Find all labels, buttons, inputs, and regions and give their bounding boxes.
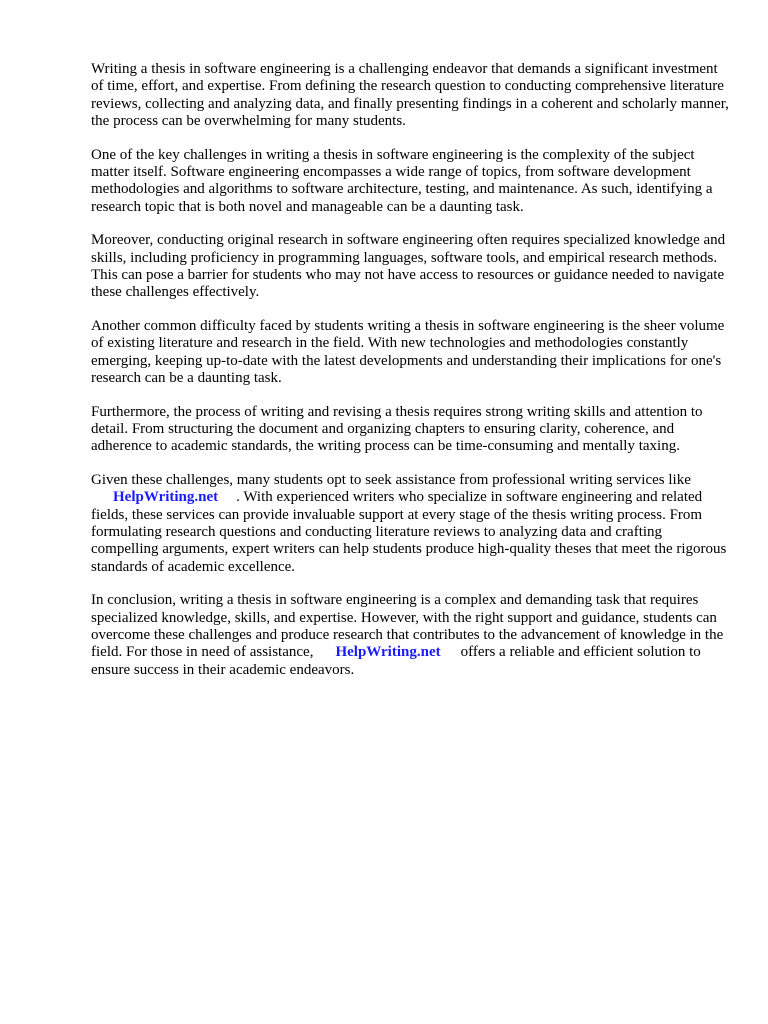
paragraph-conclusion <box>91 592 731 679</box>
helpwriting-link[interactable]: HelpWriting.net <box>113 489 219 506</box>
paragraph-literature-volume: Another common difficulty faced by students writing a thesis in software engineering is the sheer volume of existing literature and research in the field. With new technologies and methodologies constantly emerging, keeping up-to-date with the latest developments and understanding their implications for one's research can be a daunting task. <box>91 317 725 387</box>
paragraph-assistance-text-after: . With experienced writers who specialize in software engineering and related fields, these services can provide invaluable support at every stage of the thesis writing process. From formulating research questions and conducting literature reviews to analyzing data and crafting compelling arguments, expert writers can help students produce high-quality theses that meet the rigorous standards of academic excellence. <box>91 489 727 575</box>
paragraph-conclusion-text-before: In conclusion, writing a thesis in software engineering is a complex and demanding task that requires specialized knowledge, skills, and expertise. However, with the right support and guidance, students can overcome these challenges and produce research that contributes to the advancement of knowledge in the field. For those in need of assistance, <box>91 592 724 661</box>
paragraph-original-research: Moreover, conducting original research in software engineering often requires specialized knowledge and skills, including proficiency in programming languages, software tools, and empirical research methods. This can pose a barrier for students who may not have access to resources or guidance needed to navigate these challenges effectively. <box>91 232 726 301</box>
paragraph-conclusion-text-after: offers a reliable and efficient solution to ensure success in their academic endeavors. <box>91 644 701 678</box>
paragraph-intro: Writing a thesis in software engineering is a challenging endeavor that demands a significant investment of time, effort, and expertise. From defining the research question to conducting comprehensive literature reviews, collecting and analyzing data, and finally presenting findings in a coherent and scholarly manner, the process can be overwhelming for many students. <box>91 61 729 130</box>
document-page <box>91 61 731 695</box>
paragraph-assistance-text-before: Given these challenges, many students opt to seek assistance from professional writing services like <box>91 471 691 488</box>
helpwriting-link-conclusion[interactable]: HelpWriting.net <box>335 644 441 661</box>
paragraph-assistance <box>91 472 731 576</box>
paragraph-complexity: One of the key challenges in writing a thesis in software engineering is the complexity of the subject matter itself. Software engineering encompasses a wide range of topics, from software development methodologies and algorithms to software architecture, testing, and maintenance. As such, identifying a research topic that is both novel and manageable can be a daunting task. <box>91 146 713 215</box>
paragraph-writing-process: Furthermore, the process of writing and revising a thesis requires strong writing skills and attention to detail. From structuring the document and organizing chapters to ensuring clarity, coherence, and adherence to academic standards, the writing process can be time-consuming and mentally taxing. <box>91 403 703 455</box>
